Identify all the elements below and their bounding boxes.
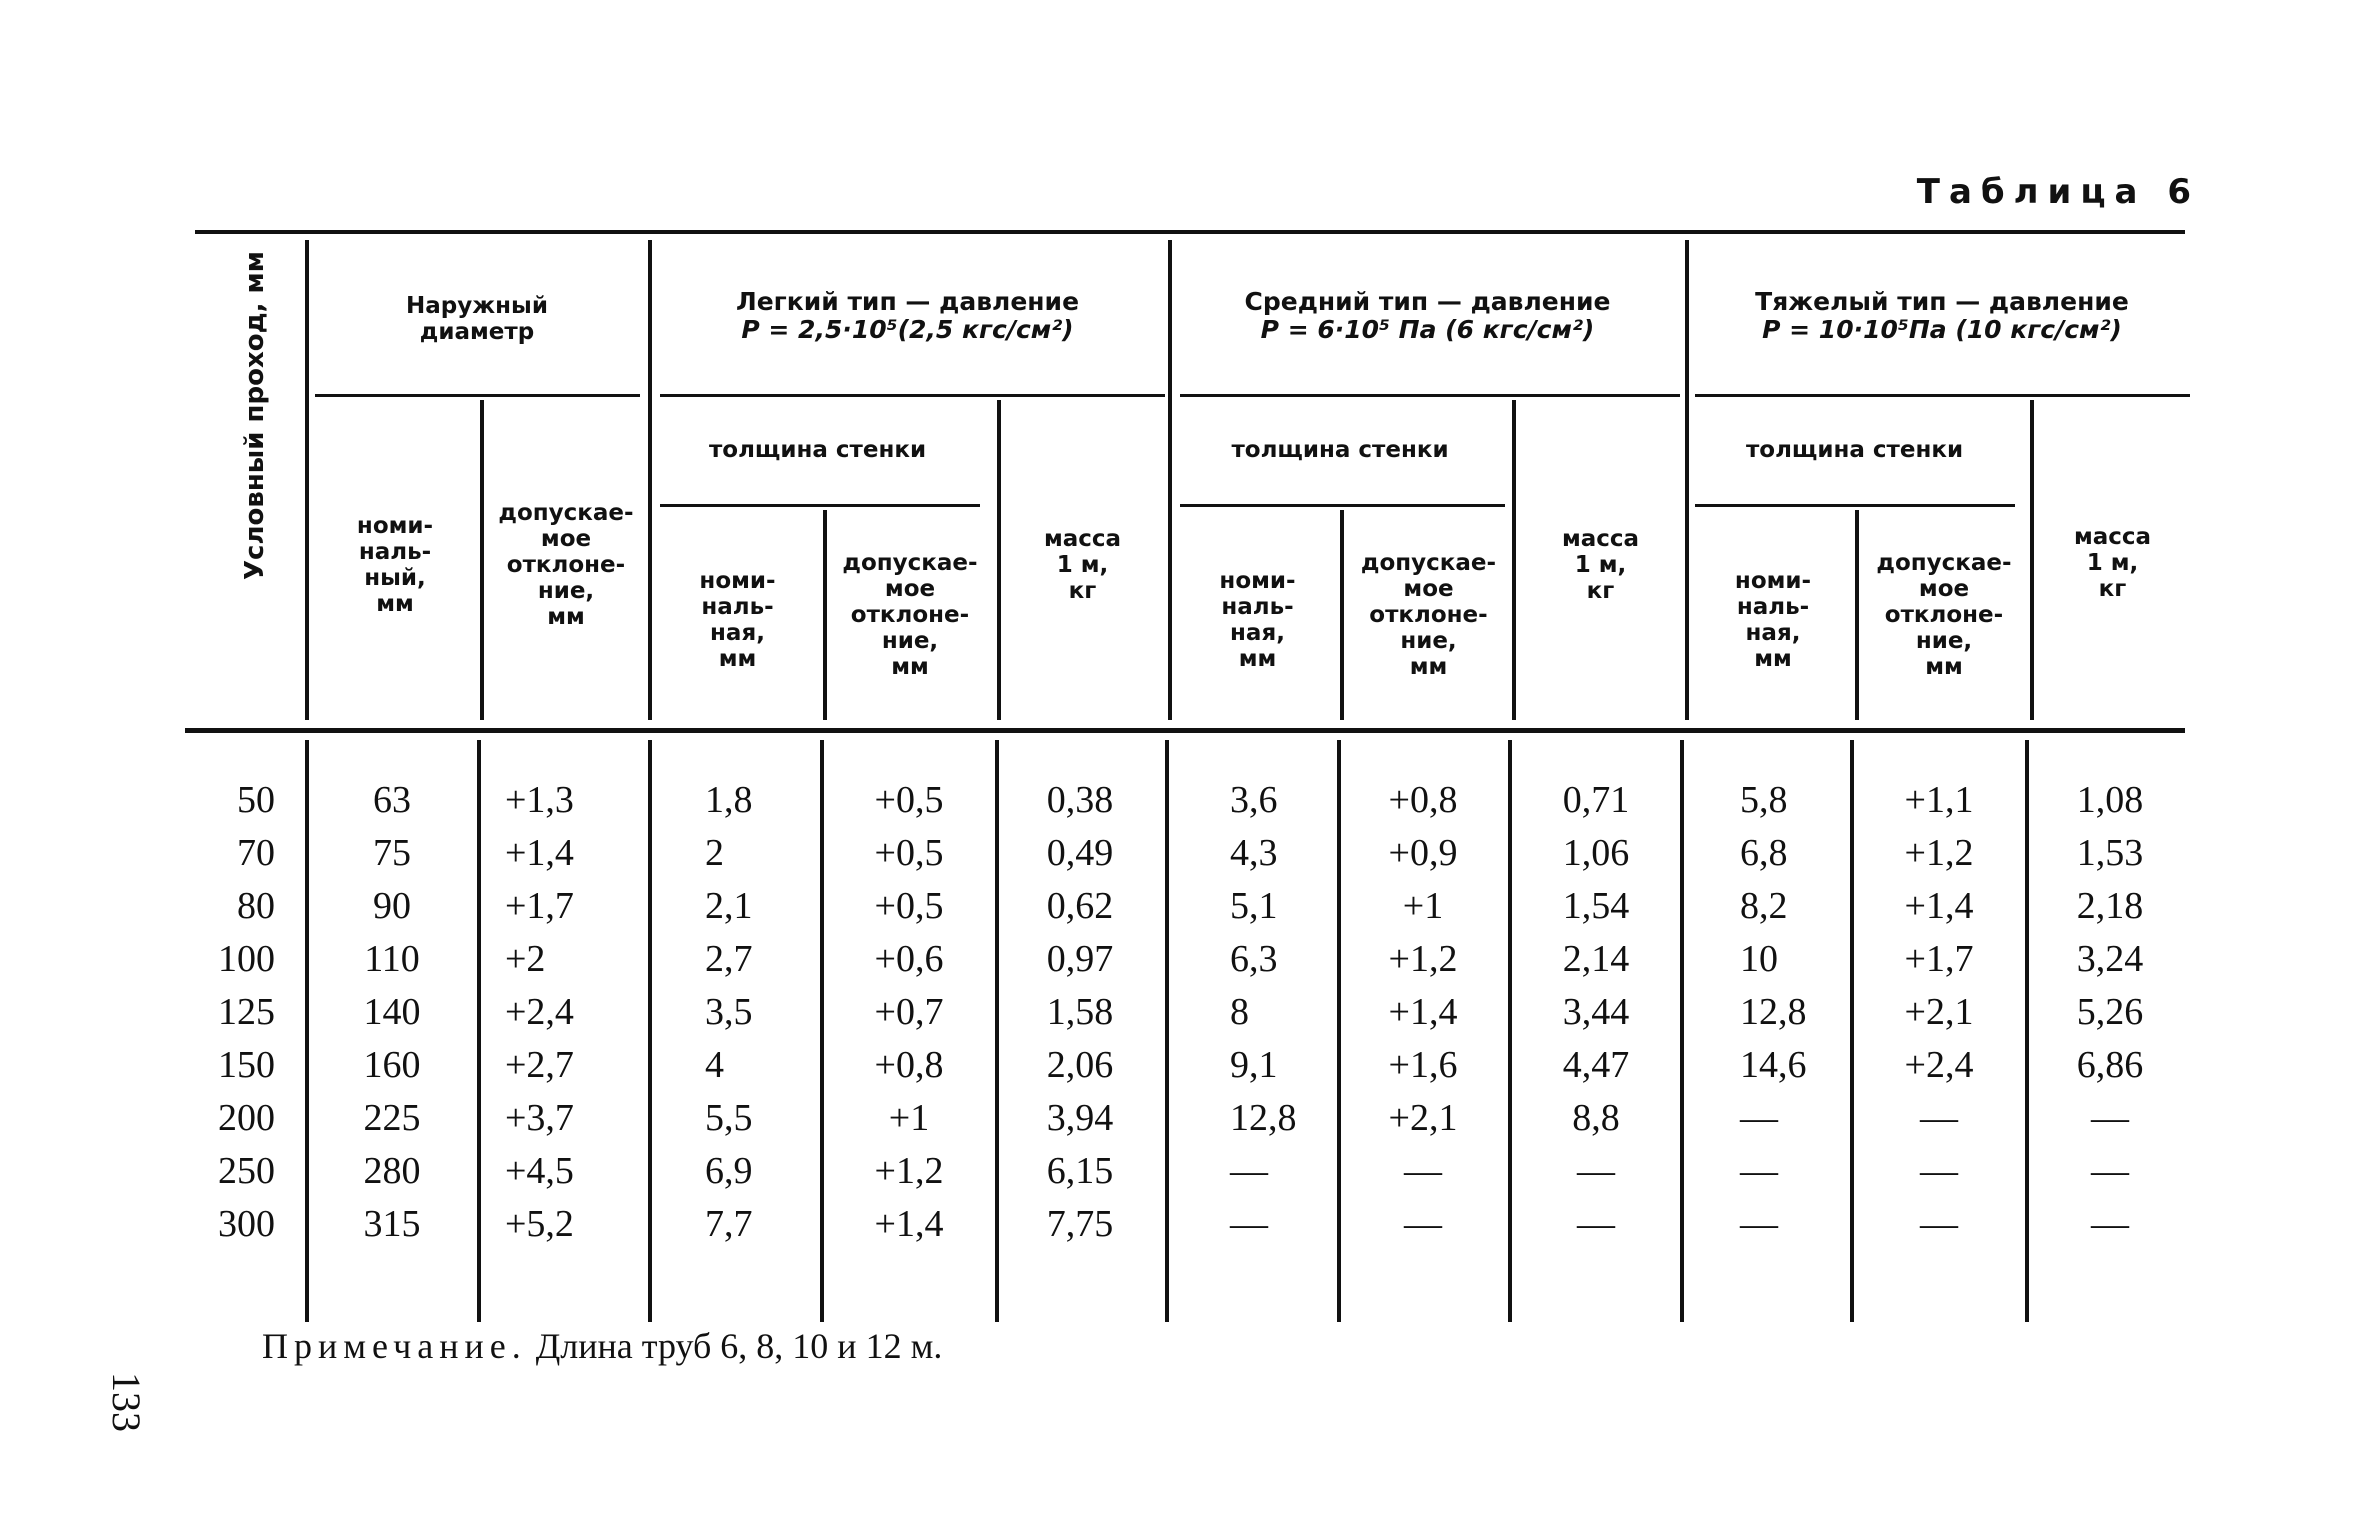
- header-bottom-rule: [185, 728, 2185, 733]
- table-title: Таблица 6: [1916, 172, 2200, 212]
- nominal-bore-cell: 80: [237, 885, 275, 927]
- table-cell: 6,3: [1230, 938, 1278, 980]
- table-cell: 5,5: [705, 1097, 753, 1139]
- table-cell: 110: [364, 938, 420, 980]
- heavy-type-pressure: P = 10·10⁵Па (10 кгс/см²): [1762, 315, 2122, 344]
- table-cell: 8,2: [1740, 885, 1788, 927]
- table-cell: 3,6: [1230, 779, 1278, 821]
- col-rule: [1680, 740, 1684, 1322]
- table-cell: 10: [1740, 938, 1778, 980]
- table-cell: 4: [705, 1044, 724, 1086]
- table-cell: —: [1577, 1203, 1615, 1245]
- table-cell: —: [1740, 1097, 1778, 1139]
- table-cell: 280: [363, 1150, 421, 1192]
- note-label: Примечание.: [262, 1326, 527, 1366]
- col-rule: [305, 240, 309, 720]
- table-cell: —: [1577, 1150, 1615, 1192]
- table-cell: +1,1: [1904, 779, 1974, 821]
- table-cell: 2: [705, 832, 724, 874]
- nominal-bore-cell: 250: [218, 1150, 275, 1192]
- nominal-bore-cell: 70: [237, 832, 275, 874]
- table-cell: —: [2091, 1203, 2129, 1245]
- table-cell: +0,7: [874, 991, 944, 1033]
- table-cell: +1,4: [1904, 885, 1974, 927]
- table-cell: 1,54: [1562, 885, 1630, 927]
- table-cell: 6,8: [1740, 832, 1788, 874]
- table-cell: +1,4: [874, 1203, 944, 1245]
- heavy-wall-rule: [1695, 504, 2015, 507]
- outer-diameter-header: Наружный диаметр: [406, 293, 548, 345]
- col-rule: [648, 240, 652, 720]
- table-cell: +2: [505, 938, 546, 980]
- table-cell: 0,71: [1562, 779, 1630, 821]
- medium-type-pressure: P = 6·10⁵ Па (6 кгс/см²): [1260, 315, 1595, 344]
- medium-wall-nominal-header: номи- наль- ная, мм: [1219, 568, 1296, 672]
- table-cell: —: [1230, 1150, 1268, 1192]
- light-wall-tolerance-header: допускае- мое отклоне- ние, мм: [842, 550, 978, 680]
- table-cell: +1,4: [1388, 991, 1458, 1033]
- table-cell: +1,2: [1904, 832, 1974, 874]
- light-group-rule: [660, 394, 1165, 397]
- table-cell: 7,75: [1046, 1203, 1114, 1245]
- table-cell: —: [1404, 1150, 1442, 1192]
- note-text: Длина труб 6, 8, 10 и 12 м.: [535, 1326, 943, 1366]
- table-cell: +3,7: [505, 1097, 574, 1139]
- table-cell: 5,1: [1230, 885, 1278, 927]
- light-wall-rule: [660, 504, 980, 507]
- table-cell: 6,15: [1046, 1150, 1114, 1192]
- medium-wall-header: толщина стенки: [1231, 437, 1449, 463]
- table-top-rule: [195, 230, 2185, 234]
- col-rule: [1685, 240, 1689, 720]
- table-cell: 8,8: [1572, 1097, 1620, 1139]
- table-cell: 63: [373, 779, 411, 821]
- table-cell: 7,7: [705, 1203, 753, 1245]
- table-cell: 2,06: [1046, 1044, 1114, 1086]
- light-type-header: [655, 288, 1160, 344]
- table-cell: +2,4: [505, 991, 574, 1033]
- table-cell: —: [2091, 1150, 2129, 1192]
- table-cell: 3,44: [1562, 991, 1630, 1033]
- col-rule: [1850, 740, 1854, 1322]
- table-cell: 2,18: [2076, 885, 2144, 927]
- table-cell: +0,9: [1388, 832, 1458, 874]
- heavy-wall-tolerance-header: допускае- мое отклоне- ние, мм: [1876, 550, 2012, 680]
- table-cell: 12,8: [1740, 991, 1807, 1033]
- heavy-type-header: [1692, 288, 2192, 344]
- table-cell: 75: [373, 832, 411, 874]
- table-cell: +1,2: [1388, 938, 1458, 980]
- table-cell: +1,4: [505, 832, 574, 874]
- table-cell: 5,26: [2076, 991, 2144, 1033]
- nominal-bore-cell: 300: [218, 1203, 275, 1245]
- table-cell: —: [1740, 1203, 1778, 1245]
- light-wall-nominal-header: номи- наль- ная, мм: [699, 568, 776, 672]
- table-cell: 0,38: [1046, 779, 1114, 821]
- col-rule: [648, 740, 652, 1322]
- table-cell: +1,7: [505, 885, 574, 927]
- table-cell: 0,49: [1046, 832, 1114, 874]
- table-cell: 1,53: [2076, 832, 2144, 874]
- nominal-bore-cell: 125: [218, 991, 275, 1033]
- table-cell: +2,1: [1904, 991, 1974, 1033]
- table-cell: +5,2: [505, 1203, 574, 1245]
- table-cell: +1,6: [1388, 1044, 1458, 1086]
- table-cell: 3,94: [1046, 1097, 1114, 1139]
- light-mass-header: масса 1 м, кг: [1043, 526, 1122, 604]
- nominal-bore-header: Условный проход, мм: [240, 250, 270, 580]
- table-cell: —: [1920, 1097, 1958, 1139]
- medium-wall-tolerance-header: допускае- мое отклоне- ние, мм: [1360, 550, 1497, 680]
- heavy-group-rule: [1695, 394, 2190, 397]
- table-cell: 8: [1230, 991, 1249, 1033]
- heavy-wall-header: толщина стенки: [1745, 437, 1964, 463]
- table-cell: +2,1: [1388, 1097, 1458, 1139]
- table-cell: 315: [363, 1203, 421, 1245]
- nominal-bore-cell: 200: [218, 1097, 275, 1139]
- table-cell: 2,7: [705, 938, 753, 980]
- col-rule: [1340, 510, 1344, 720]
- light-wall-header: толщина стенки: [708, 437, 927, 463]
- table-cell: —: [2091, 1097, 2129, 1139]
- table-cell: 12,8: [1230, 1097, 1297, 1139]
- table-cell: —: [1740, 1150, 1778, 1192]
- table-cell: +2,7: [505, 1044, 574, 1086]
- outer-diameter-rule: [315, 394, 640, 397]
- table-cell: +1: [1402, 885, 1444, 927]
- table-cell: —: [1920, 1203, 1958, 1245]
- table-cell: —: [1230, 1203, 1268, 1245]
- outer-diameter-nominal-header: номи- наль- ный, мм: [356, 513, 434, 617]
- table-cell: 0,62: [1046, 885, 1114, 927]
- table-cell: —: [1920, 1150, 1958, 1192]
- table-cell: 4,47: [1562, 1044, 1630, 1086]
- table-cell: 14,6: [1740, 1044, 1807, 1086]
- table-cell: 6,86: [2076, 1044, 2144, 1086]
- col-rule: [477, 740, 481, 1322]
- table-cell: +0,8: [874, 1044, 944, 1086]
- page-number: 133: [104, 1372, 149, 1432]
- medium-wall-rule: [1180, 504, 1505, 507]
- table-cell: 5,8: [1740, 779, 1788, 821]
- table-cell: 1,08: [2076, 779, 2144, 821]
- table-cell: +0,5: [874, 885, 944, 927]
- heavy-type-title: Тяжелый тип — давление: [1755, 287, 2129, 316]
- medium-type-title: Средний тип — давление: [1244, 287, 1611, 316]
- table-cell: 1,58: [1046, 991, 1114, 1033]
- table-cell: 2,1: [705, 885, 753, 927]
- medium-group-rule: [1180, 394, 1680, 397]
- light-type-pressure: P = 2,5·10⁵(2,5 кгс/см²): [741, 315, 1074, 344]
- table-cell: 3,24: [2076, 938, 2144, 980]
- outer-diameter-tolerance-header: допускае- мое отклоне- ние, мм: [498, 500, 634, 630]
- nominal-bore-cell: 100: [218, 938, 275, 980]
- table-cell: +1: [888, 1097, 930, 1139]
- light-type-title: Легкий тип — давление: [735, 287, 1080, 316]
- table-cell: 3,5: [705, 991, 753, 1033]
- col-rule: [995, 740, 999, 1322]
- table-cell: —: [1404, 1203, 1442, 1245]
- table-cell: +4,5: [505, 1150, 574, 1192]
- col-rule: [305, 740, 309, 1322]
- col-rule: [1508, 740, 1512, 1322]
- table-cell: +1,3: [505, 779, 574, 821]
- col-rule: [820, 740, 824, 1322]
- table-cell: +0,6: [874, 938, 944, 980]
- table-cell: 1,06: [1562, 832, 1630, 874]
- col-rule: [1512, 400, 1516, 720]
- table-cell: +2,4: [1904, 1044, 1974, 1086]
- table-cell: 225: [363, 1097, 421, 1139]
- heavy-mass-header: масса 1 м, кг: [2073, 524, 2152, 602]
- table-cell: +0,5: [874, 779, 944, 821]
- table-note: [262, 1325, 942, 1367]
- table-cell: +1,2: [874, 1150, 944, 1192]
- table-cell: 9,1: [1230, 1044, 1278, 1086]
- table-cell: 2,14: [1562, 938, 1630, 980]
- col-rule: [1168, 240, 1172, 720]
- table-cell: 1,8: [705, 779, 753, 821]
- table-cell: 160: [363, 1044, 421, 1086]
- col-rule: [2030, 400, 2034, 720]
- table-cell: 6,9: [705, 1150, 753, 1192]
- table-cell: 0,97: [1046, 938, 1114, 980]
- heavy-wall-nominal-header: номи- наль- ная, мм: [1734, 568, 1812, 672]
- col-rule: [1855, 510, 1859, 720]
- table-cell: 90: [373, 885, 411, 927]
- col-rule: [1165, 740, 1169, 1322]
- table-cell: +0,5: [874, 832, 944, 874]
- medium-mass-header: масса 1 м, кг: [1561, 526, 1640, 604]
- medium-type-header: [1175, 288, 1680, 344]
- table-cell: 4,3: [1230, 832, 1278, 874]
- col-rule: [2025, 740, 2029, 1322]
- table-cell: +1,7: [1904, 938, 1974, 980]
- nominal-bore-cell: 150: [218, 1044, 275, 1086]
- table-cell: 140: [363, 991, 421, 1033]
- table-cell: +0,8: [1388, 779, 1458, 821]
- nominal-bore-cell: 50: [237, 779, 275, 821]
